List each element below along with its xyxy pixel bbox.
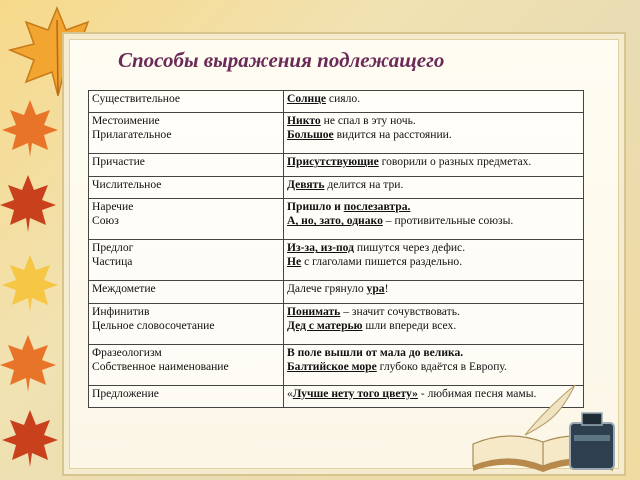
example-sentence: [287, 346, 580, 360]
example-sentence: [287, 319, 580, 333]
table-row: [89, 113, 584, 154]
example-sentence: [287, 255, 580, 269]
part-of-speech-label: Существительное: [92, 92, 181, 105]
subject-word: ура: [366, 282, 385, 296]
part-of-speech-cell: [89, 240, 284, 281]
part-of-speech-cell: [89, 281, 284, 303]
example-sentence: [287, 155, 580, 169]
example-sentence: [287, 305, 580, 319]
part-of-speech-label: Цельное словосочетание: [92, 318, 215, 332]
subject-word: Дед с матерью: [287, 318, 363, 332]
part-of-speech-label: Предложение: [92, 386, 159, 400]
part-of-speech-label: Междометие: [92, 282, 156, 296]
example-sentence: [287, 241, 580, 255]
example-cell: [284, 303, 584, 344]
example-cell: [284, 154, 584, 176]
part-of-speech-cell: [89, 344, 284, 385]
part-of-speech-cell: [89, 199, 284, 240]
part-of-speech-cell: [89, 154, 284, 176]
example-cell: [284, 281, 584, 303]
subject-word: Из-за, из-под: [287, 241, 354, 255]
example-cell: [284, 240, 584, 281]
part-of-speech-cell: [89, 303, 284, 344]
sentence-text: сияло.: [326, 92, 361, 105]
part-of-speech-cell: [89, 91, 284, 113]
table-row: [89, 91, 584, 113]
table-row: [89, 154, 584, 176]
subject-word: Присутствующие: [287, 155, 379, 169]
subject-word: Не: [287, 255, 302, 269]
sentence-text: видится на расстоянии.: [333, 128, 452, 142]
part-of-speech-label: Предлог: [92, 241, 134, 255]
sentence-text: - любимая песня мамы.: [417, 386, 537, 400]
part-of-speech-cell: [89, 385, 284, 408]
part-of-speech-label: Местоимение: [92, 114, 160, 128]
sentence-text: пишутся через дефис.: [354, 241, 466, 255]
sentence-text: с глаголами пишется раздельно.: [301, 255, 463, 269]
example-sentence: [287, 282, 580, 296]
table-row: [89, 199, 584, 240]
subject-word: Понимать: [287, 304, 341, 318]
subject-expression-table: [88, 90, 584, 408]
sentence-text: говорили о разных предметах.: [378, 155, 532, 169]
part-of-speech-cell: [89, 176, 284, 198]
part-of-speech-cell: [89, 113, 284, 154]
maple-leaf-icon: [0, 95, 60, 475]
example-cell: [284, 91, 584, 113]
page-title: Способы выражения подлежащего: [118, 48, 445, 72]
example-sentence: [287, 128, 580, 142]
inkwell-icon: [560, 405, 624, 475]
part-of-speech-label: Частица: [92, 255, 133, 269]
example-cell: [284, 176, 584, 198]
part-of-speech-label: Инфинитив: [92, 304, 150, 318]
sentence-text: Далече грянуло: [287, 282, 367, 296]
sentence-text: – противительные союзы.: [382, 214, 514, 228]
example-sentence: [287, 214, 580, 228]
part-of-speech-label: Наречие: [92, 200, 134, 214]
sentence-text: шли впереди всех.: [362, 318, 457, 332]
sentence-text: – значит сочувствовать.: [340, 304, 460, 318]
part-of-speech-label: Союз: [92, 214, 119, 228]
example-sentence: [287, 360, 580, 374]
example-sentence: [287, 92, 580, 106]
example-sentence: [287, 114, 580, 128]
table-row: [89, 281, 584, 303]
example-sentence: [287, 200, 580, 214]
part-of-speech-label: Фразеологизм: [92, 345, 162, 359]
part-of-speech-label: Собственное наименование: [92, 359, 229, 373]
example-cell: [284, 344, 584, 385]
sentence-text: не спал в эту ночь.: [320, 114, 416, 128]
sentence-text: Пришло и: [287, 200, 344, 214]
table-row: [89, 240, 584, 281]
subject-word: Балтийское море: [287, 359, 377, 373]
part-of-speech-label: Числительное: [92, 177, 162, 191]
table-row: [89, 176, 584, 198]
subject-word: послезавтра.: [343, 200, 411, 214]
sentence-text: !: [384, 282, 389, 296]
subject-word: Девять: [287, 177, 325, 191]
sentence-text: «: [287, 386, 293, 400]
subject-word: Никто: [287, 114, 321, 128]
table-row: [89, 344, 584, 385]
part-of-speech-label: Причастие: [92, 155, 145, 169]
example-sentence: [287, 178, 580, 192]
subject-word: Солнце: [287, 92, 327, 105]
subject-word: Большое: [287, 128, 334, 142]
sentence-text: глубоко вдаётся в Европу.: [376, 359, 507, 373]
subject-word: А, но, зато, однако: [287, 214, 383, 228]
table-row: [89, 303, 584, 344]
example-cell: [284, 199, 584, 240]
subject-word: Лучше нету того цвету»: [292, 386, 418, 400]
sentence-text: В поле вышли от мала до велика.: [287, 345, 464, 359]
example-cell: [284, 113, 584, 154]
sentence-text: делится на три.: [324, 177, 404, 191]
part-of-speech-label: Прилагательное: [92, 128, 172, 142]
